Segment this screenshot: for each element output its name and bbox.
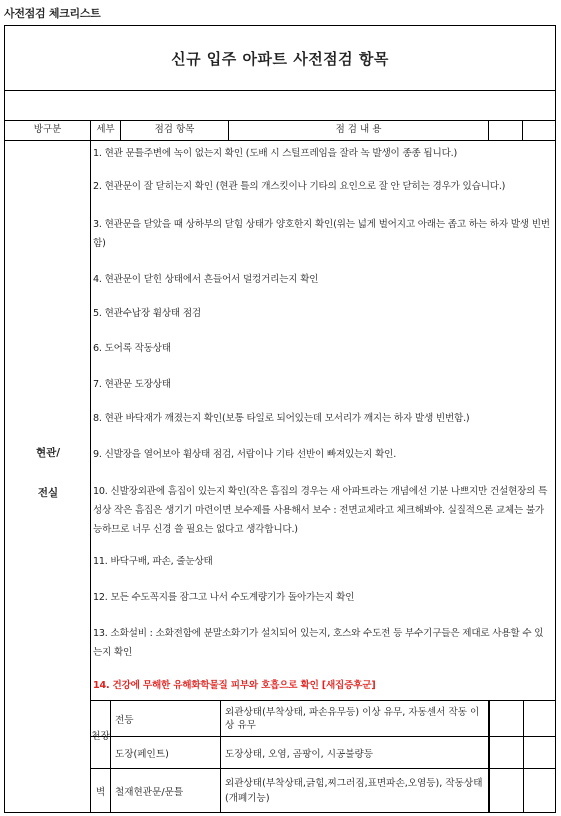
sub-content: 외관상태(부착상태, 파손유무등) 이상 유무, 자동센서 작동 이상 유무 bbox=[221, 701, 489, 736]
list-item: 4. 현관문이 닫힌 상태에서 흔들어서 덜컹거리는지 확인 bbox=[93, 274, 319, 285]
list-item: 2. 현관문이 잘 닫히는지 확인 (현관 틀의 개스킷이나 기타의 요인으로 잘 안 닫히는 경우가 있습니다.) bbox=[93, 181, 506, 192]
header-blank-1 bbox=[489, 120, 523, 140]
sub-content: 도장상태, 오염, 곰팡이, 시공불량등 bbox=[221, 737, 489, 768]
header-check-content: 점 검 내 용 bbox=[229, 120, 489, 140]
category-line1: 현관/ bbox=[35, 447, 61, 459]
category-line2: 전실 bbox=[37, 487, 59, 499]
list-item: 11. 바닥구배, 파손, 줄눈상태 bbox=[93, 556, 213, 567]
list-item: 12. 모든 수도꼭지를 잠그고 나서 수도계량기가 돌아가는지 확인 bbox=[93, 592, 355, 603]
list-item: 3. 현관문을 닫았을 때 상하부의 닫힘 상태가 양호한지 확인(위는 넓게 벌어지고 아래는 좁고 하는 하자 발생 빈번함) bbox=[93, 219, 550, 249]
sub-group-ceiling: 천장 bbox=[91, 701, 111, 769]
list-item: 1. 현관 문틀주변에 녹이 없는지 확인 (도배 시 스틸프레임을 잘라 녹 발생이 종종 됩니다.) bbox=[93, 148, 458, 159]
list-item: 6. 도어록 작동상태 bbox=[93, 343, 171, 354]
list-item: 7. 현관문 도장상태 bbox=[93, 379, 171, 390]
list-item: 5. 현관수납장 휨상태 점검 bbox=[93, 308, 201, 319]
sub-item: 철재현관문/문틀 bbox=[111, 769, 221, 812]
sub-item: 전등 bbox=[111, 701, 221, 736]
sub-group-wall: 벽 bbox=[91, 769, 111, 813]
sub-content: 외관상태(부착상태,긁힘,찌그러짐,표면파손,오염등), 작동상태(개폐기능) bbox=[221, 769, 489, 812]
header-room: 방구분 bbox=[5, 120, 91, 140]
document-label: 사전점검 체크리스트 bbox=[4, 7, 101, 20]
list-item: 13. 소화설비 : 소화전함에 분말소화기가 설치되어 있는지, 호스와 수도전 등 부수기구들은 제대로 사용할 수 있는지 확인 bbox=[93, 628, 544, 658]
column-divider bbox=[523, 701, 524, 813]
list-item-highlight: 14. 건강에 무해한 유해화학물질 피부와 호흡으로 확인 [새집증후군] bbox=[93, 680, 376, 691]
table-header bbox=[5, 120, 555, 141]
table-row bbox=[91, 737, 555, 769]
checklist-sheet bbox=[4, 25, 556, 813]
sub-item: 도장(페인트) bbox=[111, 737, 221, 768]
header-detail: 세부 bbox=[91, 120, 121, 140]
header-check-item: 점검 항목 bbox=[121, 120, 229, 140]
header-blank-2 bbox=[523, 120, 555, 140]
checklist-body bbox=[91, 140, 555, 700]
sub-table bbox=[91, 700, 555, 813]
page-title: 신규 입주 아파트 사전점검 항목 bbox=[5, 26, 555, 91]
table-row bbox=[91, 769, 555, 813]
category-cell bbox=[5, 140, 91, 812]
table-row bbox=[91, 701, 555, 737]
list-item: 8. 현관 바닥재가 깨졌는지 확인(보통 타일로 되어있는데 모서리가 깨지는 하자 발생 빈번함.) bbox=[93, 413, 470, 424]
list-item: 10. 신발장외관에 흠집이 있는지 확인(작은 흠집의 경우는 새 아파트라는 개념에선 기분 나쁘지만 건설현장의 특성상 작은 흠집은 생기기 마련이면 보수제를 사용해서 보수 : 전면교체라고 체크해봐야. 실질적으론 교체는 불가능하므로 너무 신경 쓸 필요는 없다고 생각합니다.) bbox=[93, 486, 548, 535]
list-item: 9. 신발장을 열어보아 휨상태 점검, 서랍이나 기타 선반이 빠져있는지 확인. bbox=[93, 449, 397, 460]
column-divider bbox=[489, 701, 490, 813]
blank-row bbox=[5, 90, 555, 121]
